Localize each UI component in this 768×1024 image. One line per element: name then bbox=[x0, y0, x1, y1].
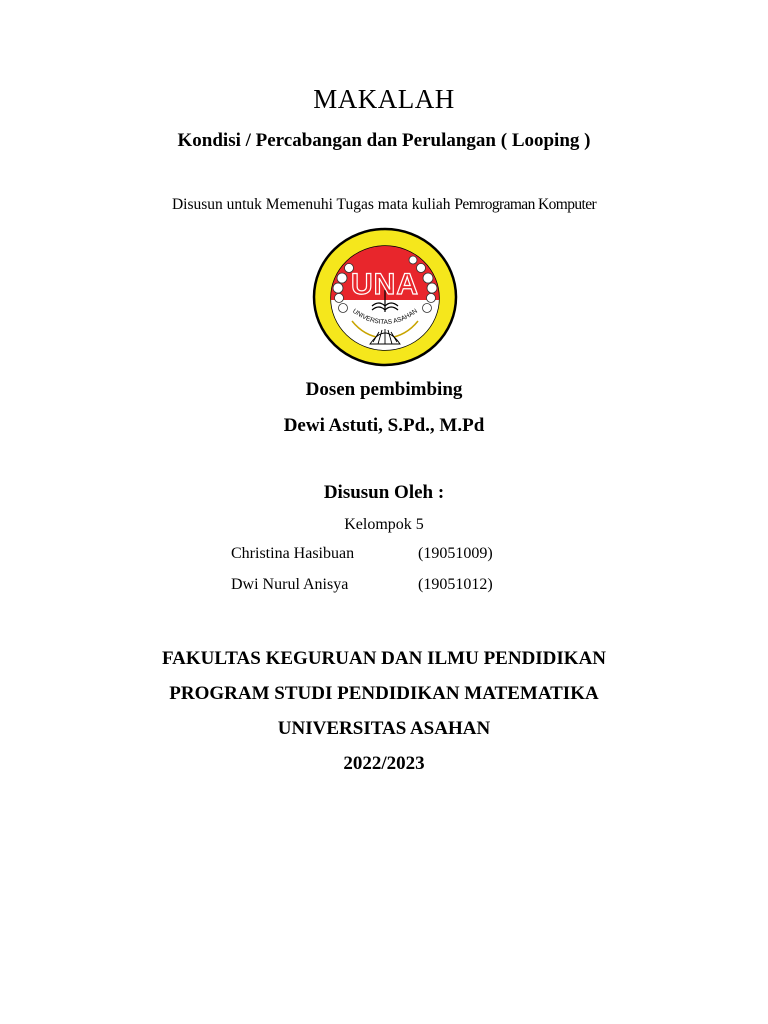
authored-by-label: Disusun Oleh : bbox=[323, 482, 445, 503]
group-name: Kelompok 5 bbox=[344, 516, 424, 533]
lecturer-name: Dewi Astuti, S.Pd., M.Pd bbox=[283, 415, 485, 436]
university-logo bbox=[312, 226, 458, 368]
academic-year: 2022/2023 bbox=[343, 753, 425, 774]
member-id: (19051009) bbox=[418, 545, 493, 562]
member-row bbox=[231, 576, 551, 596]
purpose-prefix: Disusun untuk Memenuhi Tugas mata kuliah bbox=[171, 196, 455, 213]
seal-text: UNA bbox=[351, 268, 419, 301]
document-title: MAKALAH bbox=[313, 84, 455, 114]
university-seal-icon bbox=[312, 226, 458, 368]
purpose-course: Pemrograman Komputer bbox=[454, 196, 597, 213]
member-row bbox=[231, 545, 551, 565]
document-subtitle: Kondisi / Percabangan dan Perulangan ( Looping ) bbox=[177, 130, 591, 151]
purpose-line bbox=[0, 196, 768, 214]
university-name: UNIVERSITAS ASAHAN bbox=[277, 718, 491, 739]
faculty-name: FAKULTAS KEGURUAN DAN ILMU PENDIDIKAN bbox=[161, 648, 607, 669]
member-id: (19051012) bbox=[418, 576, 493, 593]
member-name: Dwi Nurul Anisya bbox=[231, 576, 349, 593]
program-name: PROGRAM STUDI PENDIDIKAN MATEMATIKA bbox=[169, 683, 599, 704]
seal-caption: UNIVERSITAS ASAHAN bbox=[351, 307, 419, 327]
member-name: Christina Hasibuan bbox=[231, 545, 355, 562]
lecturer-label: Dosen pembimbing bbox=[305, 379, 463, 400]
